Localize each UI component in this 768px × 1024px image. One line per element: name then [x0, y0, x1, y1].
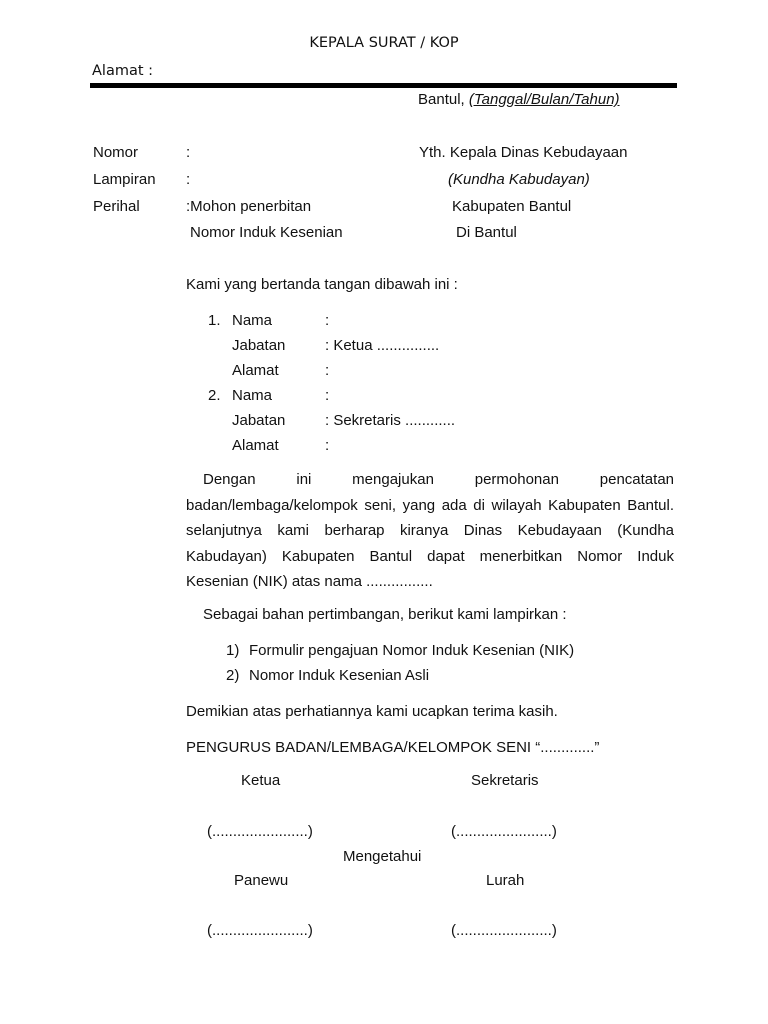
signer-1-jabatan-value: : Ketua ...............: [325, 337, 440, 354]
attachment-1-number: 1): [226, 642, 240, 659]
signature-sekretaris-label: Sekretaris: [471, 772, 539, 789]
date-place: Bantul,: [418, 91, 465, 108]
signer-1-nama-label: Nama: [232, 312, 273, 329]
signer-2-alamat-value: :: [325, 437, 330, 454]
perihal-value-line1: :Mohon penerbitan: [186, 198, 312, 215]
signer-1-number: 1.: [208, 312, 221, 329]
signature-lurah-label: Lurah: [486, 872, 525, 889]
signer-1-alamat-label: Alamat: [232, 362, 279, 379]
signer-1-alamat-value: :: [325, 362, 330, 379]
signer-2-alamat-label: Alamat: [232, 437, 279, 454]
recipient-line1: Yth. Kepala Dinas Kebudayaan: [419, 144, 628, 161]
acknowledged-label: Mengetahui: [343, 848, 422, 865]
signature-sekretaris-blank: (.......................): [451, 823, 557, 840]
signer-1-nama-value: :: [325, 312, 330, 329]
closing-text: Demikian atas perhatiannya kami ucapkan terima kasih.: [186, 703, 558, 720]
signature-lurah-blank: (.......................): [451, 922, 557, 939]
signature-panewu-blank: (.......................): [207, 922, 313, 939]
perihal-label: Perihal: [93, 198, 140, 215]
signature-panewu-label: Panewu: [234, 872, 289, 889]
signer-2-jabatan-value: : Sekretaris ............: [325, 412, 456, 429]
signer-1-jabatan-label: Jabatan: [232, 337, 286, 354]
attachment-2-text: Nomor Induk Kesenian Asli: [249, 667, 430, 684]
organization-line: PENGURUS BADAN/LEMBAGA/KELOMPOK SENI “.............”: [186, 739, 600, 756]
lampiran-label: Lampiran: [93, 171, 156, 188]
recipient-line4: Di Bantul: [456, 224, 517, 241]
perihal-value-line2: Nomor Induk Kesenian: [190, 224, 343, 241]
signer-2-jabatan-label: Jabatan: [232, 412, 286, 429]
letterhead-address-label: Alamat :: [92, 63, 154, 79]
lampiran-colon: :: [186, 171, 191, 188]
date-placeholder: (Tanggal/Bulan/Tahun): [468, 91, 620, 108]
body-paragraph: [186, 467, 674, 595]
attachment-1-text: Formulir pengajuan Nomor Induk Kesenian (NIK): [249, 642, 575, 659]
attachments-intro: Sebagai bahan pertimbangan, berikut kami lampirkan :: [203, 606, 567, 623]
nomor-label: Nomor: [93, 144, 139, 161]
body-paragraph-text: Dengan ini mengajukan permohonan pencatatan badan/lembaga/kelompok seni, yang ada di wilayah Kabupaten Bantul. selanjutnya kami berharap kiranya Dinas Kebudayaan (Kundha Kabudayan) Kabupaten Bantul dapat menerbitkan Nomor Induk Kesenian (NIK) atas nama ................: [186, 471, 674, 591]
signature-ketua-blank: (.......................): [207, 823, 313, 840]
signer-2-nama-label: Nama: [232, 387, 273, 404]
signature-ketua-label: Ketua: [241, 772, 281, 789]
date-line: [418, 91, 620, 109]
recipient-line2: (Kundha Kabudayan): [448, 171, 590, 188]
letterhead-title: KEPALA SURAT / KOP: [309, 35, 459, 51]
signer-2-nama-value: :: [325, 387, 330, 404]
recipient-line3: Kabupaten Bantul: [452, 198, 572, 215]
nomor-colon: :: [186, 144, 191, 161]
signer-2-number: 2.: [208, 387, 221, 404]
letterhead-divider: [90, 83, 677, 88]
attachment-2-number: 2): [226, 667, 240, 684]
intro-text: Kami yang bertanda tangan dibawah ini :: [186, 276, 458, 293]
